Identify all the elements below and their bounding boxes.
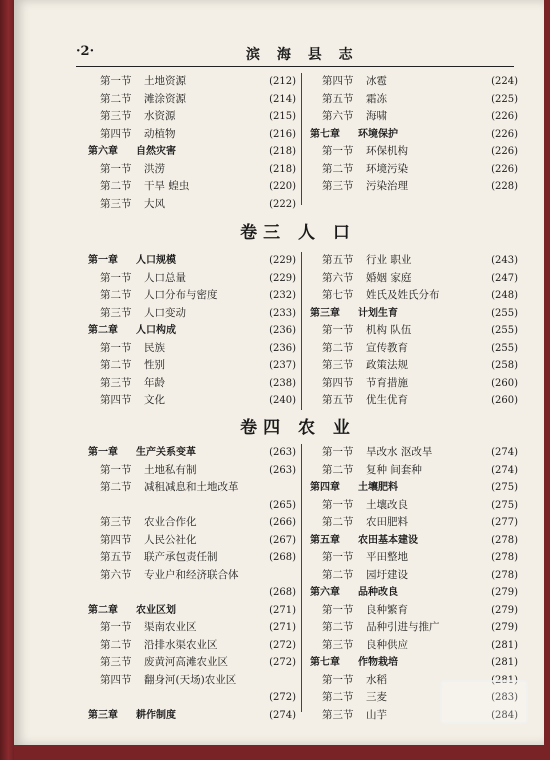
entry-page: (220) (269, 181, 296, 192)
entry-page: (283) (491, 692, 518, 703)
entry-page: (243) (491, 255, 518, 266)
toc-entry (88, 161, 296, 179)
entry-title: 滩涂资源 (144, 92, 186, 105)
toc-chapter-entry (310, 654, 518, 672)
entry-number: 第一节 (100, 162, 132, 175)
entry-title: 人口变动 (144, 306, 186, 319)
entry-page: (281) (491, 674, 518, 686)
entry-title: 良种供应 (366, 638, 408, 651)
toc-entry (88, 637, 296, 655)
entry-page: (226) (491, 146, 518, 157)
toc-entry (88, 567, 296, 585)
entry-page: (279) (491, 587, 518, 598)
toc-entry (310, 252, 518, 270)
toc-entry (88, 375, 296, 393)
toc-chapter-entry (310, 479, 518, 497)
entry-number: 第三节 (100, 306, 132, 319)
entry-number: 第二节 (100, 481, 132, 493)
entry-number: 第一节 (100, 341, 132, 354)
toc-chapter-entry (310, 532, 518, 550)
entry-title: 品种改良 (358, 587, 398, 598)
entry-title: 环保机构 (366, 145, 408, 157)
entry-number: 第六章 (310, 587, 340, 598)
entry-title: 旱改水 沤改旱 (366, 446, 433, 458)
entry-title: 民族 (144, 341, 165, 354)
entry-title: 人民公社化 (144, 533, 197, 546)
toc-chapter-entry (88, 252, 296, 270)
entry-page: (218) (269, 146, 296, 157)
entry-page: (271) (269, 622, 296, 633)
entry-title: 干旱 蝗虫 (144, 180, 190, 192)
entry-number: 第二节 (100, 359, 132, 371)
entry-title: 行业 职业 (366, 254, 412, 266)
entry-page: (248) (491, 290, 518, 301)
toc-entry (310, 270, 518, 288)
entry-number: 第一节 (100, 463, 132, 476)
toc-entry (310, 340, 518, 358)
entry-title: 作物栽培 (358, 657, 398, 668)
toc-entry (310, 567, 518, 585)
book-spine (0, 0, 14, 760)
entry-title: 翻身河(天场)农业区 (144, 673, 237, 686)
toc-volume-3 (88, 252, 518, 412)
entry-page: (281) (491, 657, 518, 668)
entry-page: (255) (491, 307, 518, 319)
entry-title: 农田基本建设 (358, 534, 418, 546)
book-page (14, 0, 544, 745)
entry-page: (265) (269, 499, 296, 511)
toc-entry (88, 305, 296, 323)
watermark-stamp (440, 680, 528, 724)
entry-page: (233) (269, 307, 296, 319)
entry-title: 农田肥料 (366, 516, 408, 528)
entry-title: 农业区划 (136, 604, 176, 616)
entry-number: 第二节 (100, 638, 132, 651)
entry-title: 生产关系变革 (136, 447, 196, 458)
entry-title: 年龄 (144, 376, 165, 389)
entry-page: (281) (491, 639, 518, 651)
toc-entry (310, 392, 518, 410)
entry-page: (215) (269, 111, 296, 122)
toc-block-top (88, 73, 518, 213)
toc-chapter-entry (88, 444, 296, 462)
toc-chapter-entry (88, 143, 296, 161)
entry-number: 第五节 (100, 551, 132, 563)
entry-title: 自然灾害 (136, 146, 176, 157)
entry-number: 第二节 (322, 162, 354, 175)
toc-entry (310, 375, 518, 393)
entry-title: 婚姻 家庭 (366, 271, 412, 284)
toc-entry (310, 514, 518, 532)
entry-page: (212) (269, 76, 296, 87)
entry-page: (214) (269, 93, 296, 105)
entry-page: (274) (269, 709, 296, 721)
entry-number: 第五章 (310, 534, 340, 546)
toc-entry (88, 91, 296, 109)
toc-entry (310, 357, 518, 375)
toc-entry (88, 549, 296, 567)
entry-number: 第一节 (100, 271, 132, 284)
entry-title: 渠南农业区 (144, 621, 197, 633)
entry-page: (263) (269, 447, 296, 458)
toc-entry (88, 514, 296, 532)
toc-right-column (310, 73, 518, 196)
entry-title: 计划生育 (358, 307, 398, 319)
toc-entry (310, 287, 518, 305)
toc-right-column (310, 252, 518, 410)
entry-page: (232) (269, 290, 296, 301)
volume-title-3: 卷三 人 口 (240, 223, 356, 243)
toc-entry (88, 479, 296, 497)
toc-entry (310, 462, 518, 480)
toc-entry (88, 392, 296, 410)
toc-entry (310, 108, 518, 126)
entry-number: 第一章 (88, 447, 118, 458)
toc-entry (88, 689, 296, 707)
entry-title: 人口总量 (144, 271, 186, 284)
entry-number: 第三节 (322, 708, 354, 721)
toc-chapter-entry (310, 584, 518, 602)
entry-title: 宣传教育 (366, 341, 408, 354)
entry-number: 第三节 (100, 197, 132, 210)
toc-left-column (88, 73, 296, 213)
toc-entry (88, 357, 296, 375)
entry-title: 山芋 (366, 708, 387, 721)
entry-number: 第二节 (322, 621, 354, 633)
entry-number: 第七章 (310, 128, 340, 140)
entry-number: 第三节 (100, 656, 132, 668)
toc-entry (310, 178, 518, 196)
entry-page: (271) (269, 604, 296, 616)
entry-number: 第二节 (100, 289, 132, 301)
volume-title-4: 卷四 农 业 (240, 418, 356, 438)
entry-title: 海啸 (366, 110, 387, 122)
entry-page: (272) (269, 657, 296, 668)
toc-entry (88, 270, 296, 288)
entry-page: (238) (269, 377, 296, 389)
toc-left-column (88, 252, 296, 410)
entry-page: (258) (491, 360, 518, 371)
entry-title: 三麦 (366, 691, 387, 703)
entry-title: 沿排水渠农业区 (144, 638, 218, 651)
entry-page: (225) (491, 93, 518, 105)
entry-title: 洪涝 (144, 162, 165, 175)
entry-title: 动植物 (144, 127, 176, 140)
entry-page: (278) (491, 569, 518, 581)
toc-entry (310, 444, 518, 462)
entry-number: 第二节 (100, 180, 132, 192)
entry-page: (272) (269, 692, 296, 703)
entry-page: (263) (269, 464, 296, 476)
entry-page: (229) (269, 255, 296, 266)
entry-page: (222) (269, 198, 296, 210)
entry-page: (255) (491, 342, 518, 354)
entry-page: (267) (269, 534, 296, 546)
entry-page: (240) (269, 395, 296, 406)
entry-number: 第三章 (88, 709, 118, 721)
entry-number: 第三章 (310, 307, 340, 319)
entry-number: 第二章 (88, 325, 118, 336)
toc-chapter-entry (88, 602, 296, 620)
entry-title: 土壤肥料 (358, 482, 398, 493)
entry-page: (274) (491, 464, 518, 476)
toc-chapter-entry (88, 707, 296, 725)
entry-page: (236) (269, 342, 296, 354)
toc-left-column (88, 444, 296, 724)
entry-number: 第四节 (322, 75, 354, 87)
toc-entry (88, 287, 296, 305)
toc-entry (88, 619, 296, 637)
entry-number: 第四节 (322, 376, 354, 389)
entry-number: 第三节 (322, 180, 354, 192)
entry-page: (266) (269, 517, 296, 528)
toc-entry (88, 108, 296, 126)
entry-page: (268) (269, 552, 296, 563)
toc-entry (310, 91, 518, 109)
entry-number: 第二节 (322, 568, 354, 581)
entry-title: 霜冻 (366, 92, 387, 105)
toc-entry (88, 73, 296, 91)
entry-title: 专业户和经济联合体 (144, 568, 239, 581)
entry-title: 废黄河高滩农业区 (144, 656, 228, 668)
toc-entry (310, 602, 518, 620)
entry-page: (218) (269, 163, 296, 175)
toc-entry (88, 584, 296, 602)
entry-page: (279) (491, 604, 518, 616)
entry-title: 平田整地 (366, 551, 408, 563)
entry-title: 农业合作化 (144, 516, 197, 528)
entry-number: 第二节 (322, 341, 354, 354)
entry-number: 第一节 (322, 603, 354, 616)
entry-number: 第三节 (100, 516, 132, 528)
entry-page: (277) (491, 517, 518, 528)
entry-number: 第二节 (322, 691, 354, 703)
entry-page: (275) (491, 482, 518, 493)
toc-entry (88, 126, 296, 144)
entry-page: (226) (491, 163, 518, 175)
entry-number: 第一节 (322, 498, 354, 511)
entry-title: 联产承包责任制 (144, 551, 218, 563)
entry-number: 第五节 (322, 394, 354, 406)
entry-title: 姓氏及姓氏分布 (366, 289, 440, 301)
book-title: 滨 海 县 志 (246, 47, 359, 63)
entry-page: (268) (269, 587, 296, 598)
entry-number: 第四节 (100, 394, 132, 406)
toc-entry (88, 654, 296, 672)
entry-number: 第一节 (100, 75, 132, 87)
toc-entry (310, 497, 518, 515)
page-number: ·2· (76, 44, 95, 59)
entry-title: 复种 间套种 (366, 463, 422, 476)
entry-title: 土地资源 (144, 75, 186, 87)
entry-number: 第七节 (322, 289, 354, 301)
header-rule (76, 66, 514, 67)
entry-title: 节育措施 (366, 376, 408, 389)
entry-number: 第五节 (322, 254, 354, 266)
entry-page: (228) (491, 181, 518, 192)
entry-number: 第七章 (310, 657, 340, 668)
entry-title: 园圩建设 (366, 568, 408, 581)
entry-page: (275) (491, 499, 518, 511)
entry-number: 第六节 (322, 271, 354, 284)
entry-title: 人口规模 (136, 255, 176, 266)
entry-number: 第一节 (322, 145, 354, 157)
entry-number: 第二章 (88, 604, 118, 616)
entry-title: 大风 (144, 197, 165, 210)
entry-page: (279) (491, 622, 518, 633)
entry-title: 性别 (144, 359, 165, 371)
entry-title: 水资源 (144, 110, 176, 122)
entry-page: (229) (269, 272, 296, 284)
entry-number: 第一节 (322, 673, 354, 686)
entry-page: (260) (491, 395, 518, 406)
toc-entry (310, 161, 518, 179)
entry-number: 第四节 (100, 533, 132, 546)
toc-entry (310, 619, 518, 637)
toc-entry (88, 462, 296, 480)
entry-page: (272) (269, 639, 296, 651)
entry-title: 减租减息和土地改革 (144, 481, 239, 493)
entry-number: 第五节 (322, 92, 354, 105)
entry-title: 良种繁育 (366, 603, 408, 616)
toc-entry (88, 497, 296, 515)
entry-page: (284) (491, 709, 518, 721)
toc-entry (310, 637, 518, 655)
toc-chapter-entry (310, 305, 518, 323)
toc-chapter-entry (310, 126, 518, 144)
entry-number: 第四节 (100, 673, 132, 686)
entry-title: 冰雹 (366, 75, 387, 87)
entry-page: (278) (491, 534, 518, 546)
entry-title: 水稻 (366, 673, 387, 686)
entry-number: 第一节 (322, 324, 354, 336)
toc-entry (88, 672, 296, 690)
entry-title: 文化 (144, 394, 165, 406)
toc-entry (88, 178, 296, 196)
toc-entry (88, 340, 296, 358)
entry-title: 优生优育 (366, 394, 408, 406)
entry-page: (247) (491, 272, 518, 284)
entry-page: (255) (491, 325, 518, 336)
entry-number: 第一节 (100, 621, 132, 633)
entry-title: 环境保护 (358, 128, 398, 140)
entry-page: (226) (491, 128, 518, 140)
entry-page: (216) (269, 128, 296, 140)
entry-title: 污染治理 (366, 180, 408, 192)
entry-page: (260) (491, 377, 518, 389)
entry-number: 第六节 (322, 110, 354, 122)
entry-number: 第六节 (100, 568, 132, 581)
entry-number: 第三节 (100, 110, 132, 122)
entry-page: (226) (491, 111, 518, 122)
entry-number: 第二节 (322, 463, 354, 476)
entry-number: 第四章 (310, 482, 340, 493)
entry-number: 第一章 (88, 255, 118, 266)
entry-page: (237) (269, 360, 296, 371)
entry-title: 品种引进与推广 (366, 621, 440, 633)
entry-title: 人口构成 (136, 325, 176, 336)
entry-number: 第六章 (88, 146, 118, 157)
entry-number: 第三节 (100, 376, 132, 389)
entry-title: 耕作制度 (136, 709, 176, 721)
toc-entry (310, 322, 518, 340)
entry-page: (236) (269, 325, 296, 336)
entry-title: 机构 队伍 (366, 324, 412, 336)
entry-number: 第三节 (322, 359, 354, 371)
entry-page: (224) (491, 76, 518, 87)
toc-entry (88, 532, 296, 550)
entry-title: 土地私有制 (144, 463, 197, 476)
entry-number: 第二节 (322, 516, 354, 528)
entry-title: 环境污染 (366, 162, 408, 175)
entry-number: 第一节 (322, 446, 354, 458)
entry-page: (278) (491, 552, 518, 563)
toc-entry (310, 549, 518, 567)
page-header (76, 40, 514, 66)
entry-title: 人口分布与密度 (144, 289, 218, 301)
toc-entry (88, 196, 296, 214)
entry-title: 政策法规 (366, 359, 408, 371)
toc-entry (310, 143, 518, 161)
entry-number: 第四节 (100, 127, 132, 140)
entry-title: 土壤改良 (366, 498, 408, 511)
toc-chapter-entry (88, 322, 296, 340)
entry-number: 第二节 (100, 92, 132, 105)
toc-entry (310, 73, 518, 91)
entry-number: 第一节 (322, 551, 354, 563)
entry-number: 第三节 (322, 638, 354, 651)
entry-page: (274) (491, 447, 518, 458)
